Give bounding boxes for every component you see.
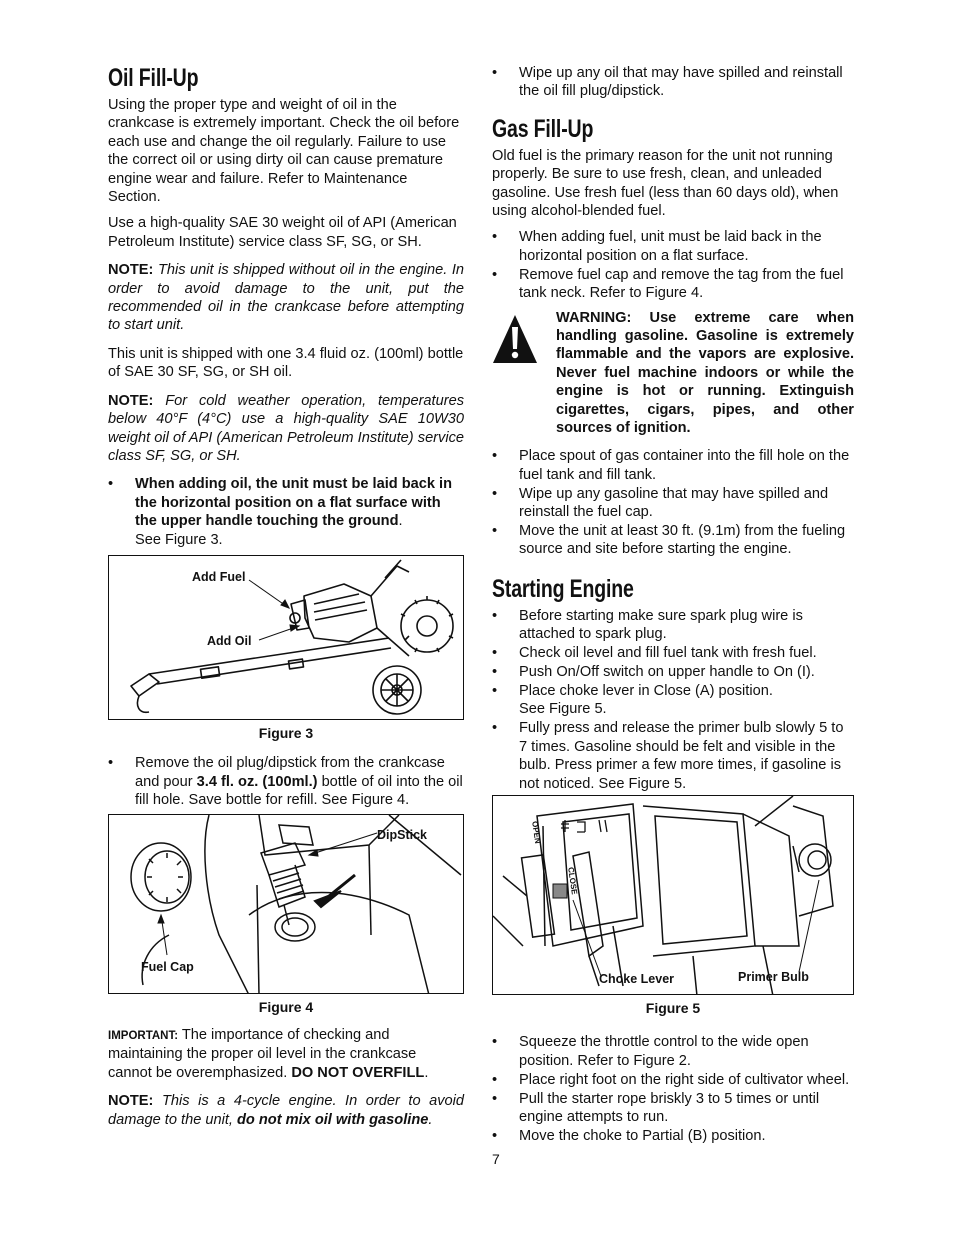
gas-intro-paragraph: Old fuel is the primary reason for the unit not running properly. Be sure to use fresh, clean, and unleaded gasoline. Use fresh fuel (less than 60 days old), when using alcohol-blended fuel.	[492, 147, 839, 220]
note-text: This unit is shipped without oil in the engine. In order to avoid damage to the unit, put the recommended oil in the crankcase before attempting to start unit.	[108, 262, 464, 334]
list-item: • When adding fuel, unit must be laid back in the horizontal position on a flat surface.	[492, 228, 854, 265]
oil-intro-paragraph: Using the proper type and weight of oil in the crankcase is extremely important. Check the oil before each use and change the oil regularly. Failure to use the correct oil or using dirty oil can cause premature engine wear and failure. Refer to Maintenance Section.	[108, 97, 460, 206]
figure-4-caption: Figure 4	[258, 998, 314, 1015]
note-label: NOTE:	[108, 392, 154, 409]
fuel-cap-label: Fuel Cap	[141, 959, 194, 974]
do-not-mix-warning: do not mix oil with gasoline	[237, 1111, 429, 1128]
list-item: • Place choke lever in Close (A) position. See Figure 5.	[492, 682, 854, 719]
choke-lever-label: Choke Lever	[599, 971, 675, 986]
important-label: IMPORTANT:	[108, 1029, 179, 1042]
list-item: • Remove fuel cap and remove the tag from the fuel tank neck. Refer to Figure 4.	[492, 266, 854, 303]
starting-engine-heading: Starting Engine	[492, 574, 634, 603]
oil-note-cold-weather	[108, 392, 464, 466]
important-text: The importance of checking and maintaining the proper oil level in the crankcase cannot be overemphasized.	[108, 1026, 417, 1081]
choke-close-marking: CLOSE	[566, 866, 579, 896]
start-bullet-list-2	[492, 1033, 854, 1145]
gas-bullet-list-2	[492, 447, 854, 558]
important-paragraph	[108, 1026, 464, 1082]
add-oil-label: Add Oil	[207, 633, 252, 648]
choke-open-marking: OPEN	[530, 820, 543, 845]
choke-primer-drawing	[493, 796, 854, 995]
oil-note-shipped	[108, 261, 464, 335]
oil-bullet-list-2	[108, 754, 464, 809]
dipstick-label: DipStick	[377, 827, 428, 842]
note-label: NOTE:	[108, 262, 154, 279]
do-not-overfill: DO NOT OVERFILL	[291, 1064, 425, 1081]
figure-3-caption: Figure 3	[258, 724, 314, 741]
gas-fill-up-heading: Gas Fill-Up	[492, 114, 594, 143]
warning-triangle-icon	[492, 313, 538, 365]
list-item: • Move the choke to Partial (B) position.	[492, 1127, 854, 1145]
oil-bullet-list-1	[108, 475, 464, 549]
note-text: For cold weather operation, temperatures below 40°F (4°C) use a high-quality SAE 10W30 weight oil of API (American Petroleum Institute) service class SF, SG, or SH.	[108, 392, 464, 464]
list-item: • Push On/Off switch on upper handle to On (I).	[492, 663, 854, 681]
list-item: • Wipe up any gasoline that may have spilled and reinstall the fuel cap.	[492, 485, 854, 522]
list-item: • Place spout of gas container into the fill hole on the fuel tank and fill tank.	[492, 447, 854, 484]
list-item: • Check oil level and fill fuel tank with fresh fuel.	[492, 644, 854, 662]
tiller-drawing	[109, 556, 464, 720]
note-text: This is a 4-cycle engine. In order to avoid damage to the unit,	[108, 1093, 464, 1128]
oil-bottle-paragraph: This unit is shipped with one 3.4 fluid oz. (100ml) bottle of SAE 30 SF, SG, or SH oil.	[108, 345, 464, 381]
list-item: • Squeeze the throttle control to the wide open position. Refer to Figure 2.	[492, 1033, 854, 1070]
oil-amount: 3.4 fl. oz. (100ml.)	[196, 773, 318, 790]
bold-instruction: When adding oil, the unit must be laid back in the horizontal position on a flat surface with the upper handle touching the ground	[135, 476, 453, 530]
oil-grade-paragraph: Use a high-quality SAE 30 weight oil of API (American Petroleum Institute) service class SF, SG, or SH.	[108, 215, 457, 250]
warning-text: WARNING: Use extreme care when handling gasoline. Gasoline is extremely flammable and the vapors are explosive. Never fuel machine indoors or while the engine is hot or running. Extinguish cigarettes, cigars, pipes, and other sources of ignition.	[556, 309, 854, 436]
figure-5-illustration	[492, 795, 854, 995]
page-number: 7	[492, 1151, 500, 1167]
figure-reference: See Figure 3.	[135, 531, 223, 548]
oil-wipe-bullet	[492, 64, 854, 101]
figure-3-illustration	[108, 555, 464, 720]
instruction-text: Remove the oil plug/dipstick from the crankcase and pour	[135, 755, 445, 790]
list-item	[108, 475, 464, 549]
oil-fill-up-heading: Oil Fill-Up	[108, 64, 199, 92]
list-item: • Fully press and release the primer bulb slowly 5 to 7 times. Gasoline should be felt and visible in the bulb. Press primer a few more times, if gasoline is not noticed. See Figure 5.	[492, 719, 854, 793]
list-item: • Wipe up any oil that may have spilled and reinstall the oil fill plug/dipstick.	[492, 64, 854, 101]
list-item: • Before starting make sure spark plug wire is attached to spark plug.	[492, 607, 854, 644]
note-label: NOTE:	[108, 1093, 154, 1110]
list-item: • Move the unit at least 30 ft. (9.1m) from the fueling source and site before starting the engine.	[492, 522, 854, 559]
right-column	[492, 64, 854, 1151]
figure-4-illustration	[108, 814, 464, 994]
left-column	[108, 64, 464, 1137]
warning-block	[492, 309, 854, 438]
start-bullet-list-1	[492, 607, 854, 793]
add-fuel-label: Add Fuel	[192, 569, 246, 584]
primer-bulb-label: Primer Bulb	[738, 969, 809, 984]
oil-note-4-cycle	[108, 1092, 464, 1129]
figure-5-caption: Figure 5	[645, 999, 701, 1016]
list-item	[108, 754, 464, 809]
instruction-text: bottle of oil into the oil fill hole. Save bottle for refill. See Figure 4.	[135, 773, 463, 809]
punctuation: .	[428, 1111, 433, 1128]
gas-bullet-list-1	[492, 228, 854, 302]
list-item: • Place right foot on the right side of cultivator wheel.	[492, 1071, 854, 1089]
punctuation: .	[398, 513, 403, 530]
punctuation: .	[424, 1064, 429, 1081]
list-item: • Pull the starter rope briskly 3 to 5 times or until engine attempts to run.	[492, 1090, 854, 1127]
